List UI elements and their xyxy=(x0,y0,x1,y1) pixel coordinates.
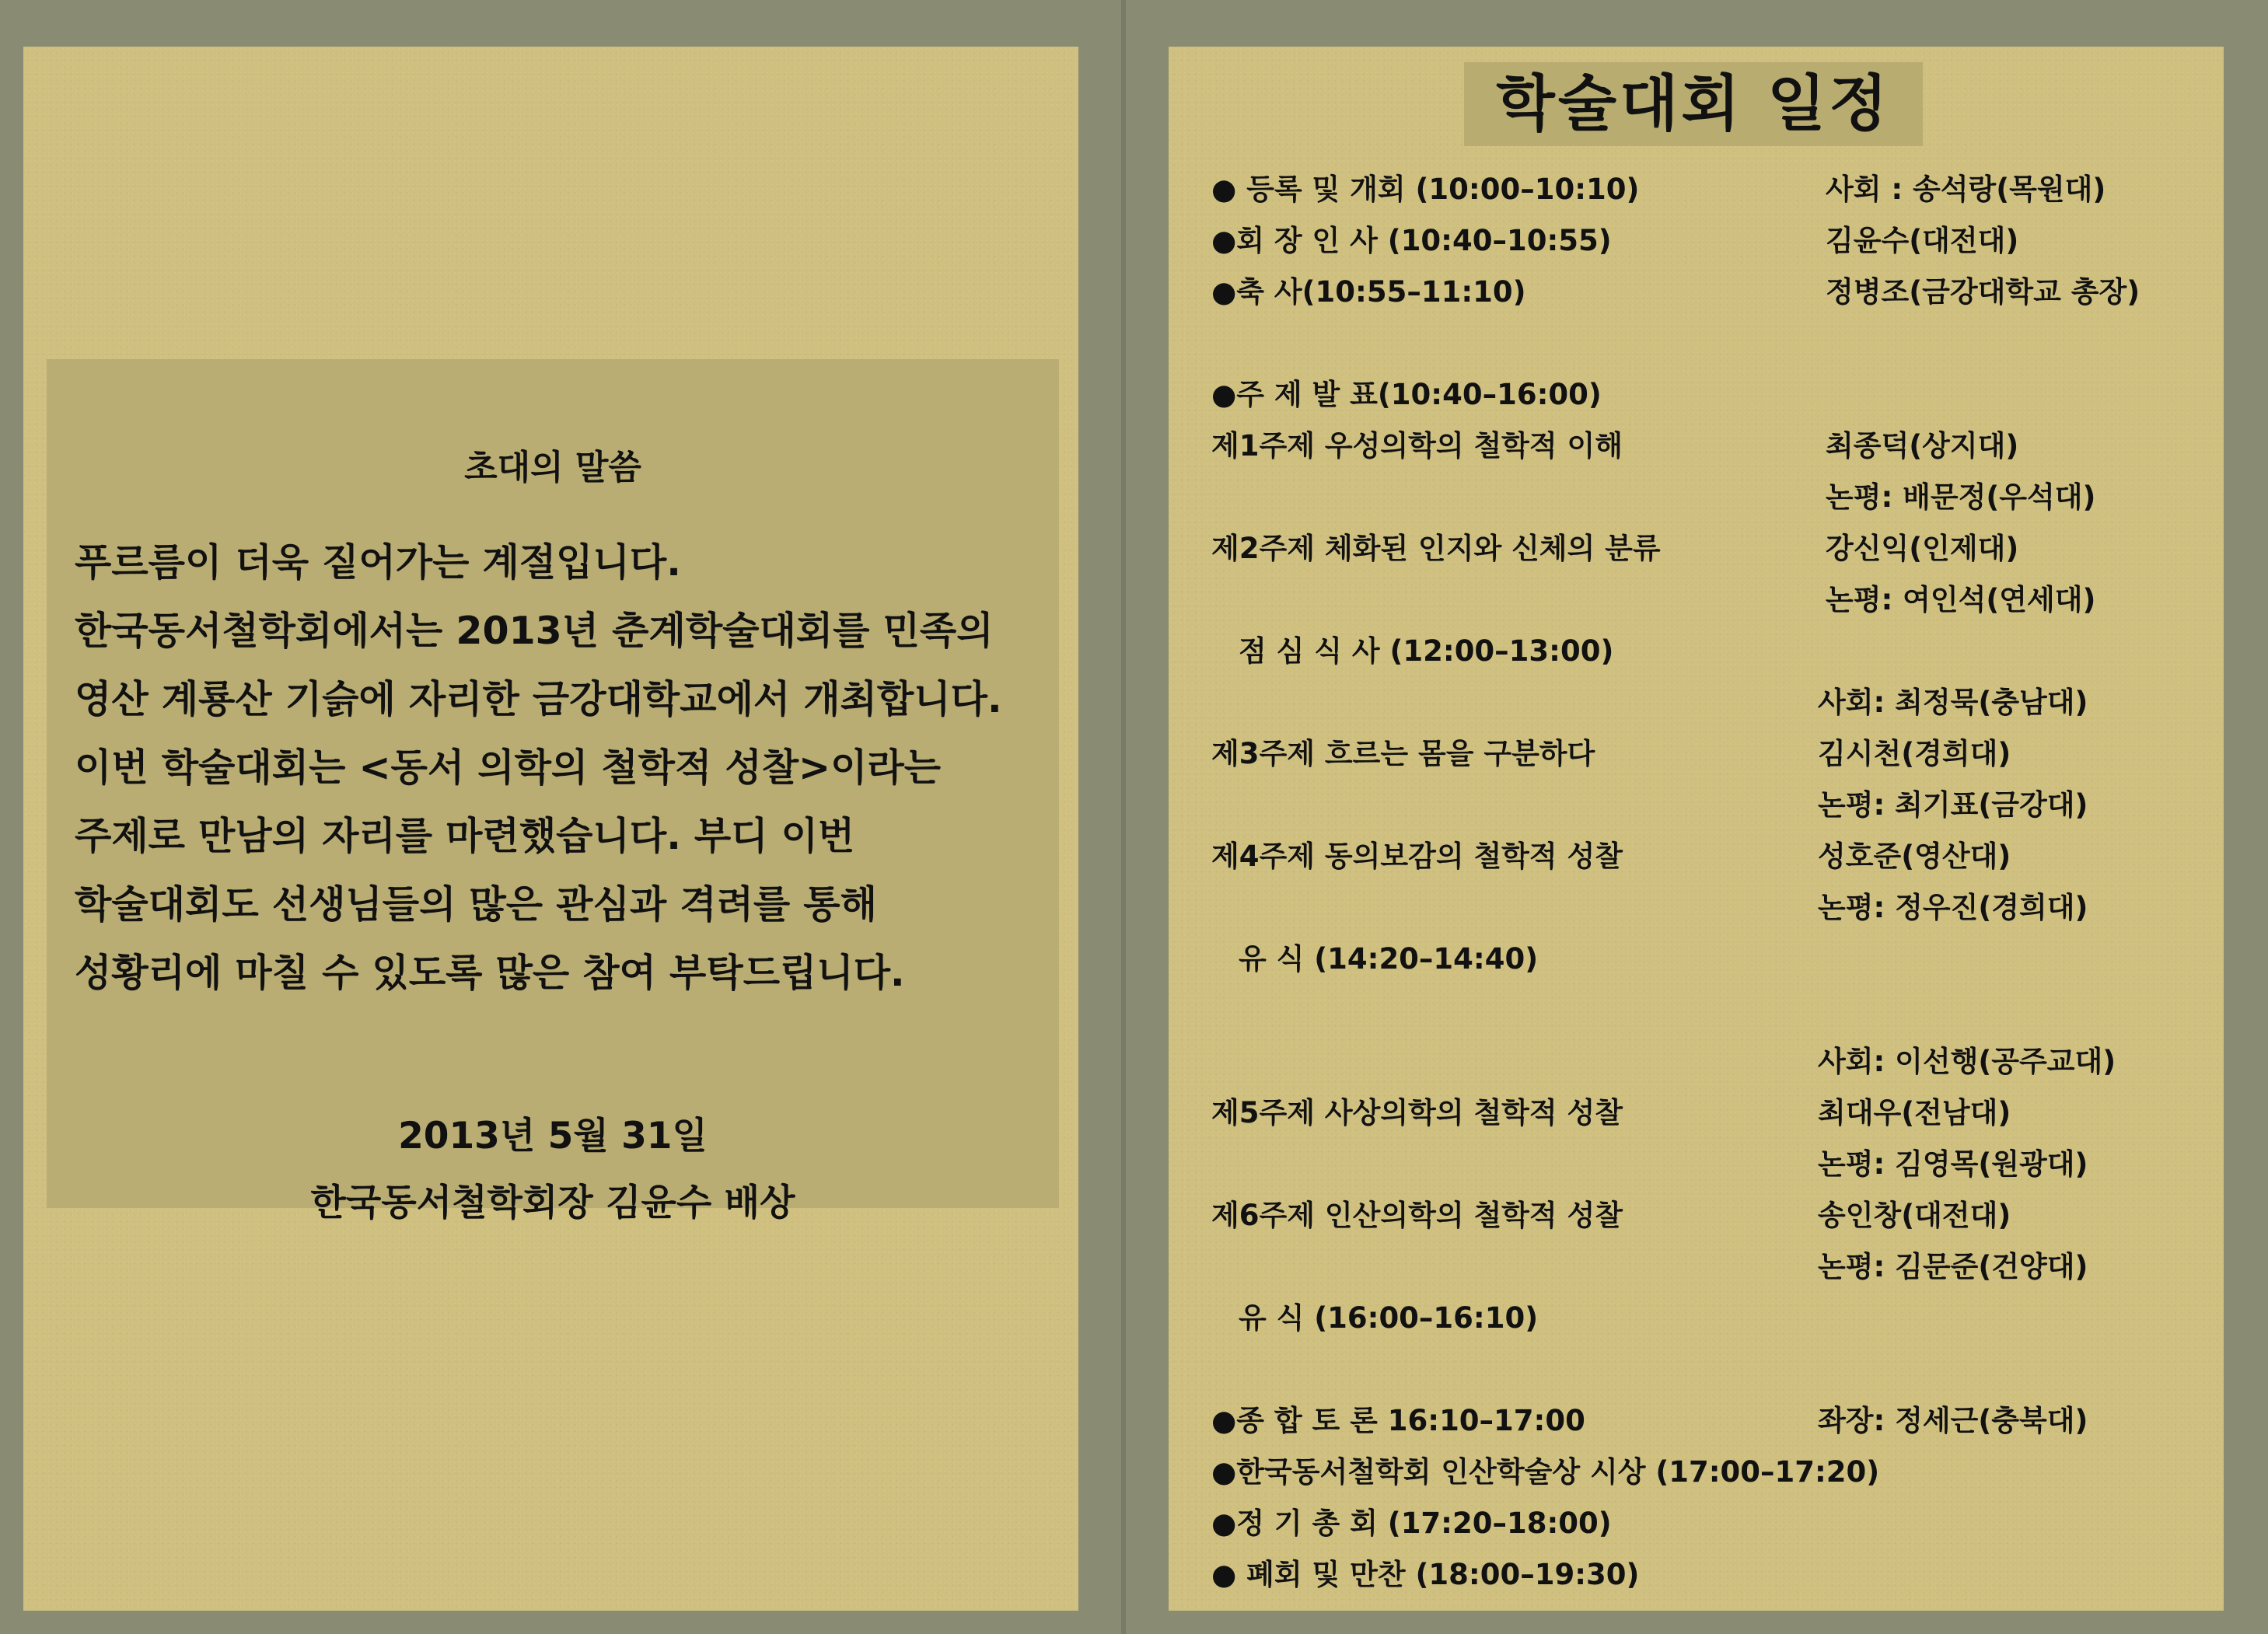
schedule-item-closing: ● 폐회 및 만찬 (18:00–19:30) xyxy=(1211,1558,1640,1591)
schedule-role-commentator: 논평: 김문준(건양대) xyxy=(1818,1250,2088,1283)
invitation-panel xyxy=(23,47,1078,1611)
schedule-item-topic-2: 제2주제 체화된 인지와 신체의 분류 xyxy=(1211,532,1661,565)
schedule-item-discussion: ●종 합 토 론 16:10–17:00 xyxy=(1211,1404,1585,1437)
invitation-line: 한국동서철학회에서는 2013년 춘계학술대회를 민족의 xyxy=(75,609,994,653)
schedule-role-chair: 좌장: 정세근(충북대) xyxy=(1818,1404,2088,1437)
schedule-role-presenter: 최종덕(상지대) xyxy=(1826,429,2019,463)
schedule-item-congratulations: ●축 사(10:55–11:10) xyxy=(1211,275,1526,309)
schedule-item-topic-6: 제6주제 인산의학의 철학적 성찰 xyxy=(1211,1199,1623,1232)
invitation-signer: 한국동서철학회장 김윤수 배상 xyxy=(310,1182,795,1224)
schedule-role-presenter: 강신익(인제대) xyxy=(1826,532,2019,565)
schedule-panel xyxy=(1169,47,2224,1611)
schedule-item-lunch: 점 심 식 사 (12:00–13:00) xyxy=(1239,634,1614,668)
invitation-date: 2013년 5월 31일 xyxy=(398,1115,708,1157)
schedule-item-president-greeting: ●회 장 인 사 (10:40–10:55) xyxy=(1211,224,1612,257)
schedule-item-presentations: ●주 제 발 표(10:40–16:00) xyxy=(1211,378,1602,411)
schedule-item-award: ●한국동서철학회 인산학술상 시상 (17:00–17:20) xyxy=(1211,1455,1880,1489)
schedule-item-break-2: 유 식 (16:00–16:10) xyxy=(1239,1301,1539,1335)
schedule-item-registration: ● 등록 및 개회 (10:00–10:10) xyxy=(1211,173,1640,206)
invitation-line: 영산 계룡산 기슭에 자리한 금강대학교에서 개최합니다. xyxy=(75,677,1002,721)
invitation-line: 이번 학술대회는 <동서 의학의 철학적 성찰>이라는 xyxy=(75,745,942,790)
schedule-item-topic-5: 제5주제 사상의학의 철학적 성찰 xyxy=(1211,1096,1623,1129)
schedule-role-moderator: 사회 : 송석랑(목원대) xyxy=(1826,173,2106,206)
schedule-item-general-meeting: ●정 기 총 회 (17:20–18:00) xyxy=(1211,1507,1612,1540)
schedule-title: 학술대회 일정 xyxy=(1464,62,1923,146)
schedule-role-person: 정병조(금강대학교 총장) xyxy=(1826,275,2140,309)
schedule-item-topic-1: 제1주제 우성의학의 철학적 이해 xyxy=(1211,429,1623,463)
schedule-role-presenter: 송인창(대전대) xyxy=(1818,1199,2011,1232)
schedule-role-moderator: 사회: 이선행(공주교대) xyxy=(1818,1045,2116,1078)
invitation-body xyxy=(75,529,1047,1007)
schedule-role-moderator: 사회: 최정묵(충남대) xyxy=(1818,686,2088,719)
schedule-role-presenter: 김시천(경희대) xyxy=(1818,737,2011,770)
invitation-line: 주제로 만남의 자리를 마련했습니다. 부디 이번 xyxy=(75,814,855,858)
schedule-item-topic-4: 제4주제 동의보감의 철학적 성찰 xyxy=(1211,840,1623,873)
brochure-fold xyxy=(1121,0,1126,1634)
invitation-line: 성황리에 마칠 수 있도록 많은 참여 부탁드립니다. xyxy=(75,951,905,995)
schedule-role-presenter: 최대우(전남대) xyxy=(1818,1096,2011,1129)
invitation-line: 학술대회도 선생님들의 많은 관심과 격려를 통해 xyxy=(75,882,877,927)
schedule-role-commentator: 논평: 배문정(우석대) xyxy=(1826,480,2096,514)
schedule-role-commentator: 논평: 여인석(연세대) xyxy=(1826,583,2096,616)
schedule-role-commentator: 논평: 정우진(경희대) xyxy=(1818,891,2088,924)
invitation-line: 푸르름이 더욱 짙어가는 계절입니다. xyxy=(75,540,681,585)
invitation-title: 초대의 말씀 xyxy=(464,448,641,487)
schedule-role-presenter: 성호준(영산대) xyxy=(1818,840,2011,873)
schedule-item-break-1: 유 식 (14:20–14:40) xyxy=(1239,942,1539,976)
schedule-item-topic-3: 제3주제 흐르는 몸을 구분하다 xyxy=(1211,737,1595,770)
schedule-role-person: 김윤수(대전대) xyxy=(1826,224,2019,257)
invitation-box xyxy=(47,359,1059,1224)
schedule-role-commentator: 논평: 김영목(원광대) xyxy=(1818,1147,2088,1181)
schedule-role-commentator: 논평: 최기표(금강대) xyxy=(1818,788,2088,822)
